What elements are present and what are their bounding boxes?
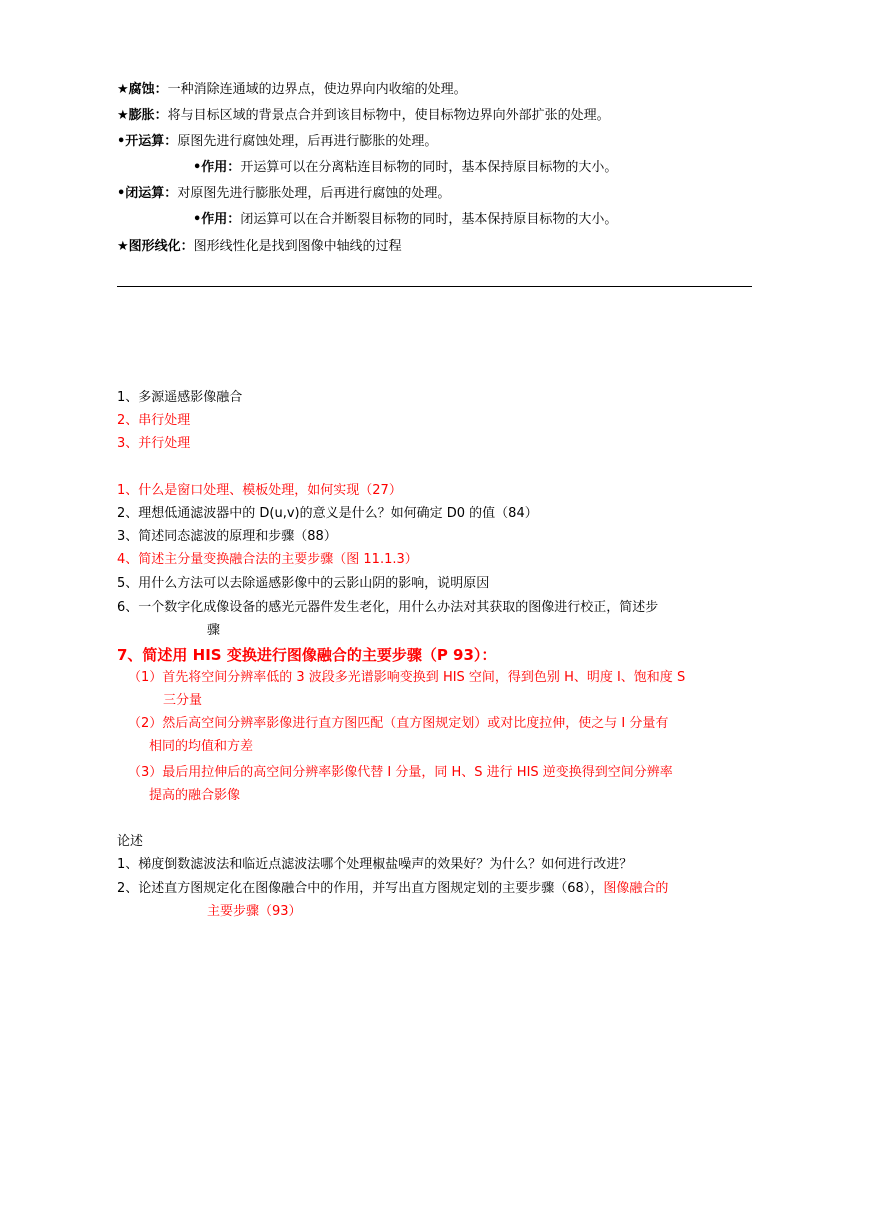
- def-closing-use: [193, 211, 617, 229]
- q7-step-continuation: 相同的均值和方差: [149, 739, 254, 754]
- def-term: ★腐蚀：: [117, 82, 168, 97]
- discussion-heading: 论述: [117, 834, 144, 849]
- q7-step: （1）首先将空间分辨率低的 3 波段多光谱影响变换到 HIS 空间，得到色别 H、明度 I、饱和度 S: [128, 670, 686, 685]
- discussion-item: 1、梯度倒数滤波法和临近点滤波法哪个处理椒盐噪声的效果好？为什么？如何进行改进？: [117, 857, 633, 872]
- discussion-text-highlight: 图像融合的: [603, 881, 669, 896]
- def-term: •闭运算：: [117, 186, 178, 201]
- def-term: ★膨胀：: [117, 108, 168, 123]
- discussion-text: 2、论述直方图规定化在图像融合中的作用，并写出直方图规定划的主要步骤（68），: [117, 881, 604, 896]
- def-term: •开运算：: [117, 134, 178, 149]
- def-erosion: [117, 81, 467, 99]
- topic-item: 2、串行处理: [117, 413, 191, 428]
- q7-step: （3）最后用拉伸后的高空间分辨率影像代替 I 分量，同 H、S 进行 HIS 逆变换得到空间分辨率: [128, 765, 673, 780]
- horizontal-rule: [117, 286, 752, 287]
- question-item: 4、简述主分量变换融合法的主要步骤（图 11.1.3）: [117, 552, 418, 567]
- def-term: •作用：: [193, 160, 241, 175]
- def-closing: [117, 185, 450, 203]
- def-text: 图形线性化是找到图像中轴线的过程: [193, 239, 402, 254]
- def-text: 闭运算可以在合并断裂目标物的同时，基本保持原目标物的大小。: [240, 212, 618, 227]
- q7-step-continuation: 三分量: [163, 693, 203, 708]
- topic-item: 1、多源遥感影像融合: [117, 390, 243, 405]
- q7-step-continuation: 提高的融合影像: [149, 788, 241, 803]
- def-term: ★图形线化：: [117, 239, 194, 254]
- discussion-item: [117, 880, 668, 898]
- def-opening: [117, 133, 437, 151]
- def-text: 将与目标区域的背景点合并到该目标物中，使目标物边界向外部扩张的处理。: [167, 108, 610, 123]
- question-item: 2、理想低通滤波器中的 D(u,v)的意义是什么？如何确定 D0 的值（84）: [117, 506, 538, 521]
- q7-step: （2）然后高空间分辨率影像进行直方图匹配（直方图规定划）或对比度拉伸，使之与 I 分量有: [128, 716, 669, 731]
- question-item: 3、简述同态滤波的原理和步骤（88）: [117, 529, 337, 544]
- discussion-item-continuation: 主要步骤（93）: [207, 904, 302, 919]
- question-item: 5、用什么方法可以去除遥感影像中的云影山阴的影响，说明原因: [117, 576, 490, 591]
- def-text: 原图先进行腐蚀处理，后再进行膨胀的处理。: [177, 134, 438, 149]
- def-thinning: [117, 238, 402, 256]
- question-item: 1、什么是窗口处理、模板处理，如何实现（27）: [117, 483, 402, 498]
- def-text: 开运算可以在分离粘连目标物的同时，基本保持原目标物的大小。: [240, 160, 618, 175]
- def-opening-use: [193, 159, 617, 177]
- def-text: 一种消除连通域的边界点，使边界向内收缩的处理。: [167, 82, 467, 97]
- question-7-title: 7、简述用 HIS 变换进行图像融合的主要步骤（P 93）：: [117, 646, 497, 664]
- def-dilation: [117, 107, 610, 125]
- topic-item: 3、并行处理: [117, 436, 191, 451]
- question-item: 6、一个数字化成像设备的感光元器件发生老化，用什么办法对其获取的图像进行校正，简述步: [117, 600, 659, 615]
- question-item-continuation: 骤: [207, 623, 221, 638]
- def-text: 对原图先进行膨胀处理，后再进行腐蚀的处理。: [177, 186, 451, 201]
- def-term: •作用：: [193, 212, 241, 227]
